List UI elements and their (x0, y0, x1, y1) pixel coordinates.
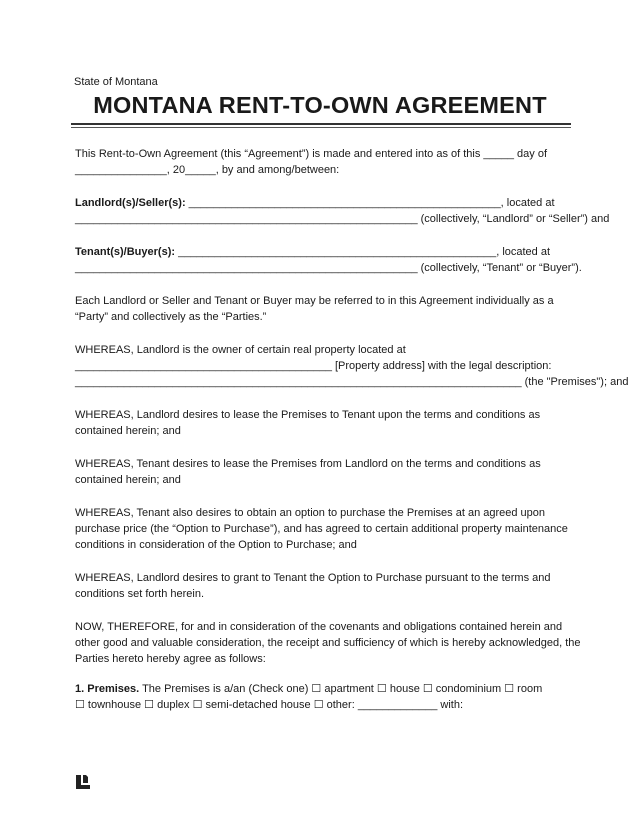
landlord-line-1 (75, 197, 555, 210)
premises-type-checkboxes[interactable]: The Premises is a/an (Check one) ☐ apartment ☐ house ☐ condominium ☐ room (139, 683, 543, 695)
intro-line-1: This Rent-to-Own Agreement (this “Agreement”) is made and entered into as of this _____ day of (75, 148, 548, 160)
document-title: MONTANA RENT-TO-OWN AGREEMENT (93, 92, 547, 118)
whereas-option-2: purchase price (the “Option to Purchase”), and has agreed to certain additional property maintenance (75, 523, 568, 535)
landlord-address-field[interactable]: ________________________________________________________ (collectively, “Landlord” or “Seller”) and (75, 213, 610, 225)
intro-line-2: _______________, 20_____, by and among/between: (75, 164, 340, 176)
premises-line-1 (75, 683, 542, 696)
title-divider-thin (71, 127, 571, 128)
whereas-tenant-lease-2: contained herein; and (75, 474, 181, 486)
whereas-option-1: WHEREAS, Tenant also desires to obtain an option to purchase the Premises at an agreed upon (75, 507, 546, 519)
whereas-property-line-1: WHEREAS, Landlord is the owner of certain real property located at (75, 344, 406, 356)
whereas-tenant-lease-1: WHEREAS, Tenant desires to lease the Premises from Landlord on the terms and conditions as (75, 458, 541, 470)
whereas-grant-2: conditions set forth herein. (75, 588, 205, 600)
parties-line-1: Each Landlord or Seller and Tenant or Buyer may be referred to in this Agreement individually as a (75, 295, 554, 307)
tenant-label: Tenant(s)/Buyer(s): (75, 246, 176, 258)
now-therefore-2: other good and valuable consideration, the receipt and sufficiency of which is hereby acknowledged, the (75, 637, 581, 649)
landlord-label: Landlord(s)/Seller(s): (75, 197, 186, 209)
tenant-address-field[interactable]: ________________________________________________________ (collectively, “Tenant” or “Buyer”). (75, 262, 582, 274)
title-divider (71, 123, 571, 125)
premises-type-checkboxes-2[interactable]: ☐ townhouse ☐ duplex ☐ semi-detached house ☐ other: _____________ with: (75, 699, 464, 711)
whereas-landlord-lease-1: WHEREAS, Landlord desires to lease the Premises to Tenant upon the terms and conditions as (75, 409, 541, 421)
landlord-name-field[interactable]: ___________________________________________________, located at (185, 197, 555, 209)
parties-line-2: “Party” and collectively as the “Parties.” (75, 311, 267, 323)
now-therefore-1: NOW, THEREFORE, for and in consideration of the covenants and obligations contained herein and (75, 621, 563, 633)
whereas-grant-1: WHEREAS, Landlord desires to grant to Tenant the Option to Purchase pursuant to the terms and (75, 572, 551, 584)
property-address-field[interactable]: __________________________________________ [Property address] with the legal description: (75, 360, 552, 372)
premises-section-label: 1. Premises. (75, 683, 140, 695)
state-label: State of Montana (74, 76, 158, 88)
now-therefore-3: Parties hereto hereby agree as follows: (75, 653, 266, 665)
whereas-option-3: conditions in consideration of the Option to Purchase; and (75, 539, 357, 551)
legal-templates-logo-icon (75, 774, 91, 790)
legal-description-field[interactable]: _________________________________________________________________________ (the "Premises"); and (75, 376, 629, 388)
whereas-landlord-lease-2: contained herein; and (75, 425, 181, 437)
tenant-line-1 (75, 246, 550, 259)
tenant-name-field[interactable]: ____________________________________________________, located at (175, 246, 551, 258)
